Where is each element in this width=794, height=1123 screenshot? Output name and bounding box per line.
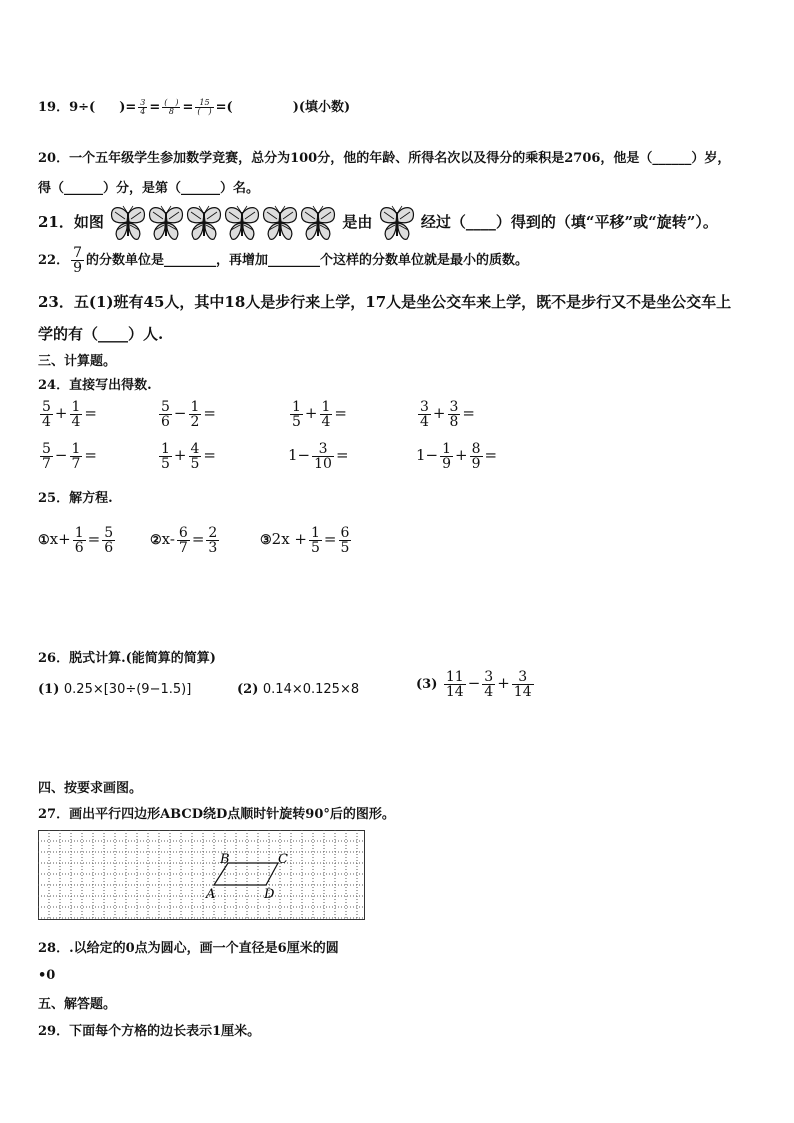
q19-close: )= xyxy=(119,100,137,115)
q24-frac-b: $\frac{3}{8}$ xyxy=(449,399,459,430)
q24-equals: = xyxy=(335,446,349,464)
question-19 xyxy=(38,96,350,116)
q24-equals: = xyxy=(84,404,97,422)
q22-text: 的分数单位是________，再增加________个这样的分数单位就是最小的质数。 xyxy=(86,253,529,268)
vertex-label-A: A xyxy=(206,887,216,902)
q24-frac-a: $\frac{3}{4}$ xyxy=(420,399,429,430)
q24-op: + xyxy=(432,404,446,422)
q19-frac2: $\frac{( )}{8}$ xyxy=(164,98,179,116)
q26-p3-frac-b: $\frac{3}{4}$ xyxy=(484,669,494,700)
q21-after: 经过（____）得到的（填“平移”或“旋转”）。 xyxy=(420,213,718,231)
q26-part-3 xyxy=(416,670,536,699)
q24-frac-b: $\frac{1}{2}$ xyxy=(190,399,200,430)
q26-p1-label: (1) xyxy=(38,682,60,697)
q24-op: + xyxy=(173,446,187,464)
q28-center-point: •0 xyxy=(38,968,56,983)
q19-trail: )(填小数) xyxy=(292,100,351,115)
q24-frac-b: $\frac{1}{7}$ xyxy=(71,441,81,472)
q25-e1-eq: = xyxy=(87,530,101,548)
q24-op: + xyxy=(54,404,68,422)
q24-frac-b: $\frac{1}{4}$ xyxy=(321,399,331,430)
q24-equals: = xyxy=(203,446,216,464)
q24-equals: = xyxy=(484,446,498,464)
q19-eq: = xyxy=(149,100,161,115)
q19-frac3: $\frac{15}{( )}$ xyxy=(197,98,212,116)
q26-p3-label: (3) xyxy=(416,677,438,692)
q25-e3-frac-b: $\frac{6}{5}$ xyxy=(340,525,350,556)
q24-frac-a: $\frac{5}{4}$ xyxy=(42,399,51,430)
question-29: 29．下面每个方格的边长表示1厘米。 xyxy=(38,1024,261,1039)
question-27: 27．画出平行四边形ABCD绕D点顺时针旋转90°后的图形。 xyxy=(38,807,395,822)
q25-e2-frac-b: $\frac{2}{3}$ xyxy=(208,525,218,556)
dotted-grid xyxy=(38,830,365,920)
q24-frac-a: $\frac{1}{5}$ xyxy=(161,441,170,472)
q26-p3-frac-c: $\frac{3}{14}$ xyxy=(513,669,532,700)
question-26-title: 26．脱式计算.(能简算的简算) xyxy=(38,651,216,666)
q26-p3-op2: + xyxy=(497,674,510,692)
q24-op: + xyxy=(304,404,318,422)
q26-p2-expr: 0.14×0.125×8 xyxy=(262,682,360,697)
q19-open: =( xyxy=(215,100,233,115)
q24-item xyxy=(38,400,97,429)
q24-frac-a: $\frac{1}{5}$ xyxy=(292,399,301,430)
q25-e2-label: ② xyxy=(150,533,162,548)
question-23-line2: 学的有（____）人. xyxy=(38,325,164,343)
butterfly-icon xyxy=(261,204,299,242)
question-22 xyxy=(38,246,528,275)
q25-e1-frac-a: $\frac{1}{6}$ xyxy=(74,525,84,556)
question-28: 28．.以给定的0点为圆心，画一个直径是6厘米的圆 xyxy=(38,941,339,956)
q24-frac-c: $\frac{8}{9}$ xyxy=(471,441,481,472)
q24-equals: = xyxy=(84,446,97,464)
q24-frac-b: $\frac{1}{4}$ xyxy=(71,399,81,430)
butterfly-icon xyxy=(223,204,261,242)
q27-grid-figure xyxy=(38,830,365,920)
q22-fraction: $\frac{7}{9}$ xyxy=(73,245,83,276)
butterfly-icon xyxy=(378,204,416,242)
question-23-line1: 23．五(1)班有45人，其中18人是步行来上学，17人是坐公交车来上学，既不是步行又不是坐公交车上 xyxy=(38,293,732,311)
q24-item xyxy=(416,400,475,429)
q19-number: 19． xyxy=(38,100,70,115)
butterfly-icon xyxy=(185,204,223,242)
q25-e2-eq: = xyxy=(191,530,205,548)
question-20-line1: 20．一个五年级学生参加数学竞赛，总分为100分，他的年龄、所得名次以及得分的乘积是2706，他是（______）岁， xyxy=(38,151,731,166)
q26-part-1 xyxy=(38,682,191,697)
q24-op: − xyxy=(173,404,187,422)
vertex-label-D: D xyxy=(264,887,275,902)
section-3-heading: 三、计算题。 xyxy=(38,354,117,369)
q25-equation-2 xyxy=(150,526,221,555)
q24-frac-b: $\frac{1}{9}$ xyxy=(442,441,452,472)
butterfly-row xyxy=(109,213,337,231)
q25-e2-frac-a: $\frac{6}{7}$ xyxy=(178,525,188,556)
q19-frac1: $\frac{3}{4}$ xyxy=(140,98,146,116)
q25-e3-eq: = xyxy=(323,530,337,548)
butterfly-icon xyxy=(109,204,147,242)
q25-e1-frac-b: $\frac{5}{6}$ xyxy=(104,525,114,556)
q25-e2-pre: x- xyxy=(161,530,175,548)
q24-op: − xyxy=(54,446,68,464)
q24-equals: = xyxy=(334,404,347,422)
q22-number: 22． xyxy=(38,253,70,268)
q25-equation-3 xyxy=(260,526,353,555)
question-21 xyxy=(38,204,718,242)
section-5-heading: 五、解答题。 xyxy=(38,997,117,1012)
q25-e3-label: ③ xyxy=(260,533,272,548)
q25-e3-frac-a: $\frac{1}{5}$ xyxy=(311,525,320,556)
q24-frac-b: $\frac{3}{10}$ xyxy=(314,441,332,472)
q26-p3-frac-a: $\frac{11}{14}$ xyxy=(445,669,464,700)
q19-lead: 9÷( xyxy=(69,100,96,115)
butterfly-icon xyxy=(299,204,337,242)
q24-op2: + xyxy=(455,446,468,464)
q24-frac-b: $\frac{4}{5}$ xyxy=(190,441,200,472)
q24-item xyxy=(38,442,97,471)
q24-pre: 1− xyxy=(288,446,311,464)
q26-part-2 xyxy=(237,682,359,697)
q24-item xyxy=(416,442,497,471)
vertex-label-C: C xyxy=(278,852,288,867)
butterfly-single xyxy=(378,213,416,231)
question-20-line2: 得（______）分，是第（______）名。 xyxy=(38,181,260,196)
q21-mid: 是由 xyxy=(342,213,373,231)
question-25-title: 25．解方程. xyxy=(38,491,113,506)
q19-eq2: = xyxy=(182,100,194,115)
q26-p3-op1: − xyxy=(467,674,481,692)
q24-equals: = xyxy=(462,404,475,422)
vertex-label-B: B xyxy=(220,852,230,867)
q24-item xyxy=(288,400,347,429)
q24-frac-a: $\frac{5}{6}$ xyxy=(161,399,170,430)
q24-item xyxy=(288,442,349,471)
q25-equation-1 xyxy=(38,526,117,555)
q25-e1-label: ① xyxy=(38,533,50,548)
q24-item xyxy=(157,400,216,429)
q24-item xyxy=(157,442,216,471)
q25-e3-pre: 2x + xyxy=(271,530,307,548)
section-4-heading: 四、按要求画图。 xyxy=(38,781,143,796)
q24-equals: = xyxy=(203,404,216,422)
q24-frac-a: $\frac{5}{7}$ xyxy=(42,441,51,472)
q26-p1-expr: 0.25×[30÷(9−1.5)] xyxy=(63,682,192,697)
question-24-title: 24．直接写出得数. xyxy=(38,378,152,393)
butterfly-icon xyxy=(147,204,185,242)
q24-pre: 1− xyxy=(416,446,439,464)
q21-pre: 21．如图 xyxy=(38,213,104,231)
q25-e1-pre: x+ xyxy=(49,530,71,548)
q26-p2-label: (2) xyxy=(237,682,259,697)
